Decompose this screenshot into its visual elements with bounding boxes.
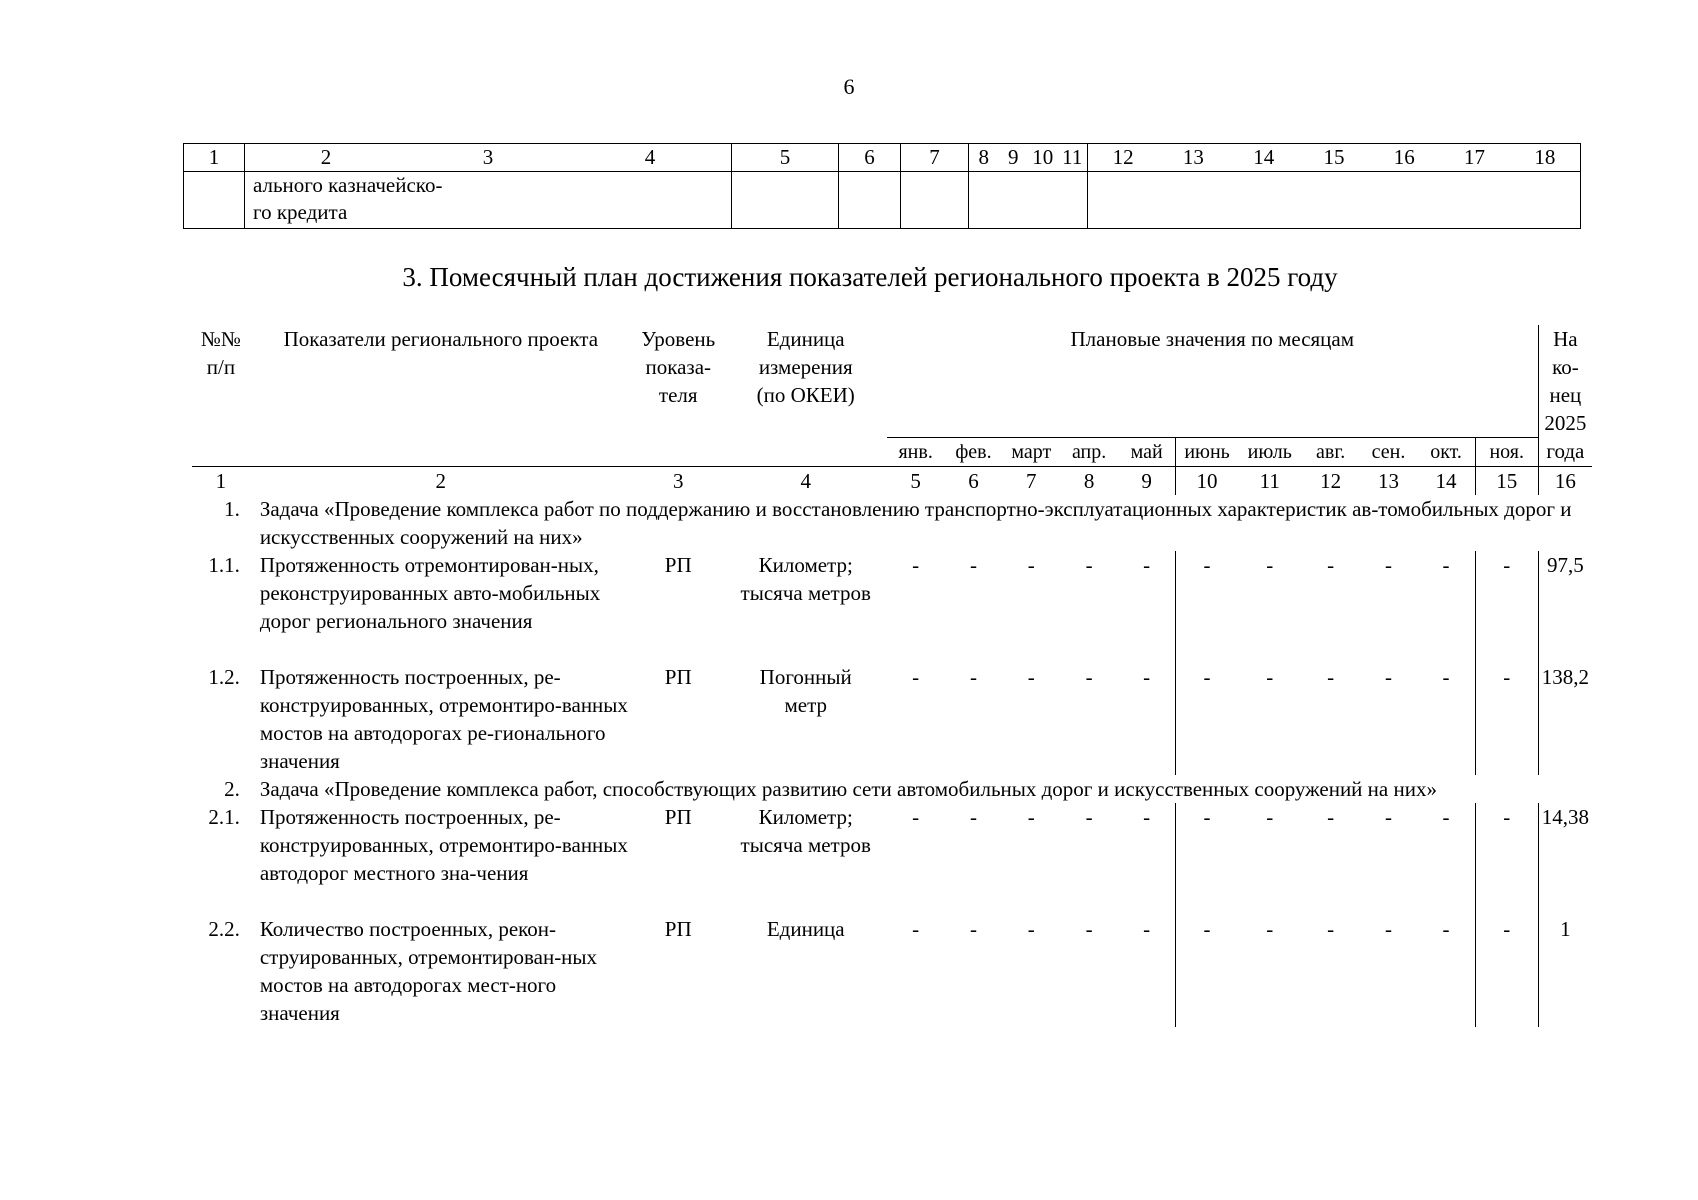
end-value: 138,2	[1538, 663, 1592, 775]
col-header: 7	[901, 144, 969, 172]
task-row	[192, 495, 1592, 551]
month-value: -	[1442, 805, 1450, 829]
column-number: 10	[1176, 467, 1238, 496]
row-number: 1.	[224, 497, 240, 521]
month-value: -	[969, 665, 977, 689]
col-header: 1	[184, 144, 245, 172]
month-value: -	[1266, 917, 1274, 941]
month-header: ноя.	[1475, 438, 1538, 467]
month-value: -	[1442, 553, 1450, 577]
header-unit: Единица измерения (по ОКЕИ)	[756, 327, 855, 407]
col-header: 3	[482, 145, 494, 169]
indicator-row	[192, 663, 1592, 775]
end-value: 14,38	[1538, 803, 1592, 915]
month-header: май	[1118, 438, 1176, 467]
month-value: -	[1266, 665, 1274, 689]
month-value: -	[1085, 553, 1093, 577]
indicator-name: Протяженность построенных, ре-конструированных, отремонтиро-ванных мостов на автодорогах ре-гионального значения	[259, 665, 628, 773]
column-number: 1	[192, 467, 250, 496]
month-value: -	[912, 665, 920, 689]
column-number: 15	[1475, 467, 1538, 496]
month-value: -	[1176, 551, 1238, 663]
row-number: 1.1.	[208, 553, 240, 577]
month-header: авг.	[1302, 438, 1360, 467]
month-value: -	[1176, 663, 1238, 775]
month-value: -	[1327, 553, 1335, 577]
column-number: 7	[1002, 467, 1060, 496]
month-value: -	[912, 553, 920, 577]
month-value: -	[1384, 917, 1392, 941]
col-header: 17	[1464, 145, 1486, 169]
section-title: 3. Помесячный план достижения показателей регионального проекта в 2025 году	[402, 262, 1338, 292]
task-text: Задача «Проведение комплекса работ по поддержанию и восстановлению транспортно-эксплуатационных характеристик ав-томобильных дорог и искусственных сооружений на них»	[259, 497, 1572, 549]
continuation-header-row	[184, 144, 1581, 172]
month-value: -	[969, 553, 977, 577]
indicator-name: Протяженность построенных, ре-конструированных, отремонтиро-ванных автодорог местного зна-чения	[259, 805, 628, 885]
header-end: На ко-нец 2025 года	[1538, 325, 1592, 467]
month-value: -	[1442, 665, 1450, 689]
col-header: 15	[1323, 145, 1345, 169]
end-value: 97,5	[1538, 551, 1592, 663]
month-value: -	[1327, 917, 1335, 941]
indicator-unit-text: Километр; тысяча метров	[740, 553, 871, 605]
header-row	[192, 325, 1592, 438]
month-value: -	[1176, 915, 1238, 1027]
column-number: 14	[1417, 467, 1475, 496]
row-number: 2.	[224, 777, 240, 801]
month-header: март	[1002, 438, 1060, 467]
column-numbers-row	[192, 467, 1592, 496]
indicator-unit-text: Погонный метр	[759, 665, 852, 717]
month-value: -	[1085, 805, 1093, 829]
continuation-text-line: ального казначейско-	[253, 173, 443, 197]
continuation-text-line: го кредита	[253, 200, 348, 224]
continuation-body-row	[184, 172, 1581, 229]
month-header: янв.	[887, 438, 945, 467]
month-value: -	[1266, 553, 1274, 577]
month-value: -	[912, 917, 920, 941]
header-level: Уровень показа-теля	[641, 327, 716, 407]
task-row	[192, 775, 1592, 803]
month-value: -	[1384, 553, 1392, 577]
month-value: -	[1475, 551, 1538, 663]
indicator-unit	[725, 803, 887, 915]
month-value: -	[1327, 805, 1335, 829]
month-header: апр.	[1060, 438, 1118, 467]
col-header: 5	[732, 144, 839, 172]
col-header: 10	[1032, 145, 1054, 169]
column-number: 4	[725, 467, 887, 496]
column-number: 3	[632, 467, 725, 496]
indicator-level: РП	[664, 665, 692, 689]
month-value: -	[1475, 803, 1538, 915]
indicator-row	[192, 915, 1592, 1027]
col-header: 14	[1253, 145, 1275, 169]
continuation-table	[183, 143, 1581, 229]
column-number: 8	[1060, 467, 1118, 496]
month-header: сен.	[1360, 438, 1418, 467]
month-value: -	[1085, 917, 1093, 941]
header-indicator: Показатели регионального проекта	[283, 327, 599, 351]
indicator-unit-text: Единица	[766, 917, 845, 941]
end-value: 1	[1538, 915, 1592, 1027]
row-number: 2.2.	[208, 917, 240, 941]
column-number: 5	[887, 467, 945, 496]
col-header: 11	[1062, 145, 1083, 169]
month-value: -	[1475, 915, 1538, 1027]
header-num: №№ п/п	[200, 327, 241, 379]
col-header: 4	[644, 145, 656, 169]
column-number: 12	[1302, 467, 1360, 496]
month-value: -	[1085, 665, 1093, 689]
month-value: -	[1475, 663, 1538, 775]
month-header: июль	[1238, 438, 1302, 467]
month-value: -	[1143, 553, 1151, 577]
month-value: -	[1327, 665, 1335, 689]
month-value: -	[1143, 665, 1151, 689]
col-header: 13	[1182, 145, 1204, 169]
col-header: 2	[320, 145, 332, 169]
indicator-level: РП	[664, 805, 692, 829]
month-value: -	[1176, 803, 1238, 915]
indicator-name: Количество построенных, рекон-струированных, отремонтирован-ных мостов на автодорогах мест-ного значения	[259, 917, 598, 1025]
month-value: -	[1027, 553, 1035, 577]
task-text: Задача «Проведение комплекса работ, способствующих развитию сети автомобильных дорог и искусственных сооружений на них»	[259, 777, 1437, 801]
column-number: 13	[1360, 467, 1418, 496]
month-value: -	[1143, 805, 1151, 829]
indicator-unit-text: Километр; тысяча метров	[740, 805, 871, 857]
month-value: -	[1384, 665, 1392, 689]
header-planned: Плановые значения по месяцам	[1070, 327, 1355, 351]
page-number: 6	[843, 74, 855, 99]
col-header: 18	[1534, 145, 1556, 169]
row-number: 2.1.	[208, 805, 240, 829]
indicator-unit	[725, 663, 887, 775]
indicator-name: Протяженность отремонтирован-ных, реконструированных авто-мобильных дорог регионального значения	[259, 553, 601, 633]
month-header: фев.	[945, 438, 1003, 467]
month-value: -	[1027, 805, 1035, 829]
indicator-unit	[725, 551, 887, 663]
column-number: 11	[1238, 467, 1302, 496]
month-value: -	[1384, 805, 1392, 829]
col-header: 12	[1112, 145, 1134, 169]
indicator-row	[192, 551, 1592, 663]
month-value: -	[969, 805, 977, 829]
month-header: окт.	[1417, 438, 1475, 467]
indicator-row	[192, 803, 1592, 915]
month-value: -	[1027, 917, 1035, 941]
col-header: 8	[978, 145, 989, 169]
col-header: 9	[1008, 145, 1019, 169]
indicator-level: РП	[664, 553, 692, 577]
monthly-plan-table	[192, 325, 1592, 1027]
month-value: -	[912, 805, 920, 829]
month-header: июнь	[1176, 438, 1238, 467]
month-value: -	[1143, 917, 1151, 941]
column-number: 16	[1538, 467, 1592, 496]
month-value: -	[1266, 805, 1274, 829]
month-value: -	[969, 917, 977, 941]
indicator-level: РП	[664, 917, 692, 941]
row-number: 1.2.	[208, 665, 240, 689]
column-number: 9	[1118, 467, 1176, 496]
column-number: 6	[945, 467, 1003, 496]
column-number: 2	[250, 467, 632, 496]
month-value: -	[1027, 665, 1035, 689]
col-header: 16	[1393, 145, 1415, 169]
month-value: -	[1442, 917, 1450, 941]
col-header: 6	[839, 144, 901, 172]
indicator-unit	[725, 915, 887, 1027]
